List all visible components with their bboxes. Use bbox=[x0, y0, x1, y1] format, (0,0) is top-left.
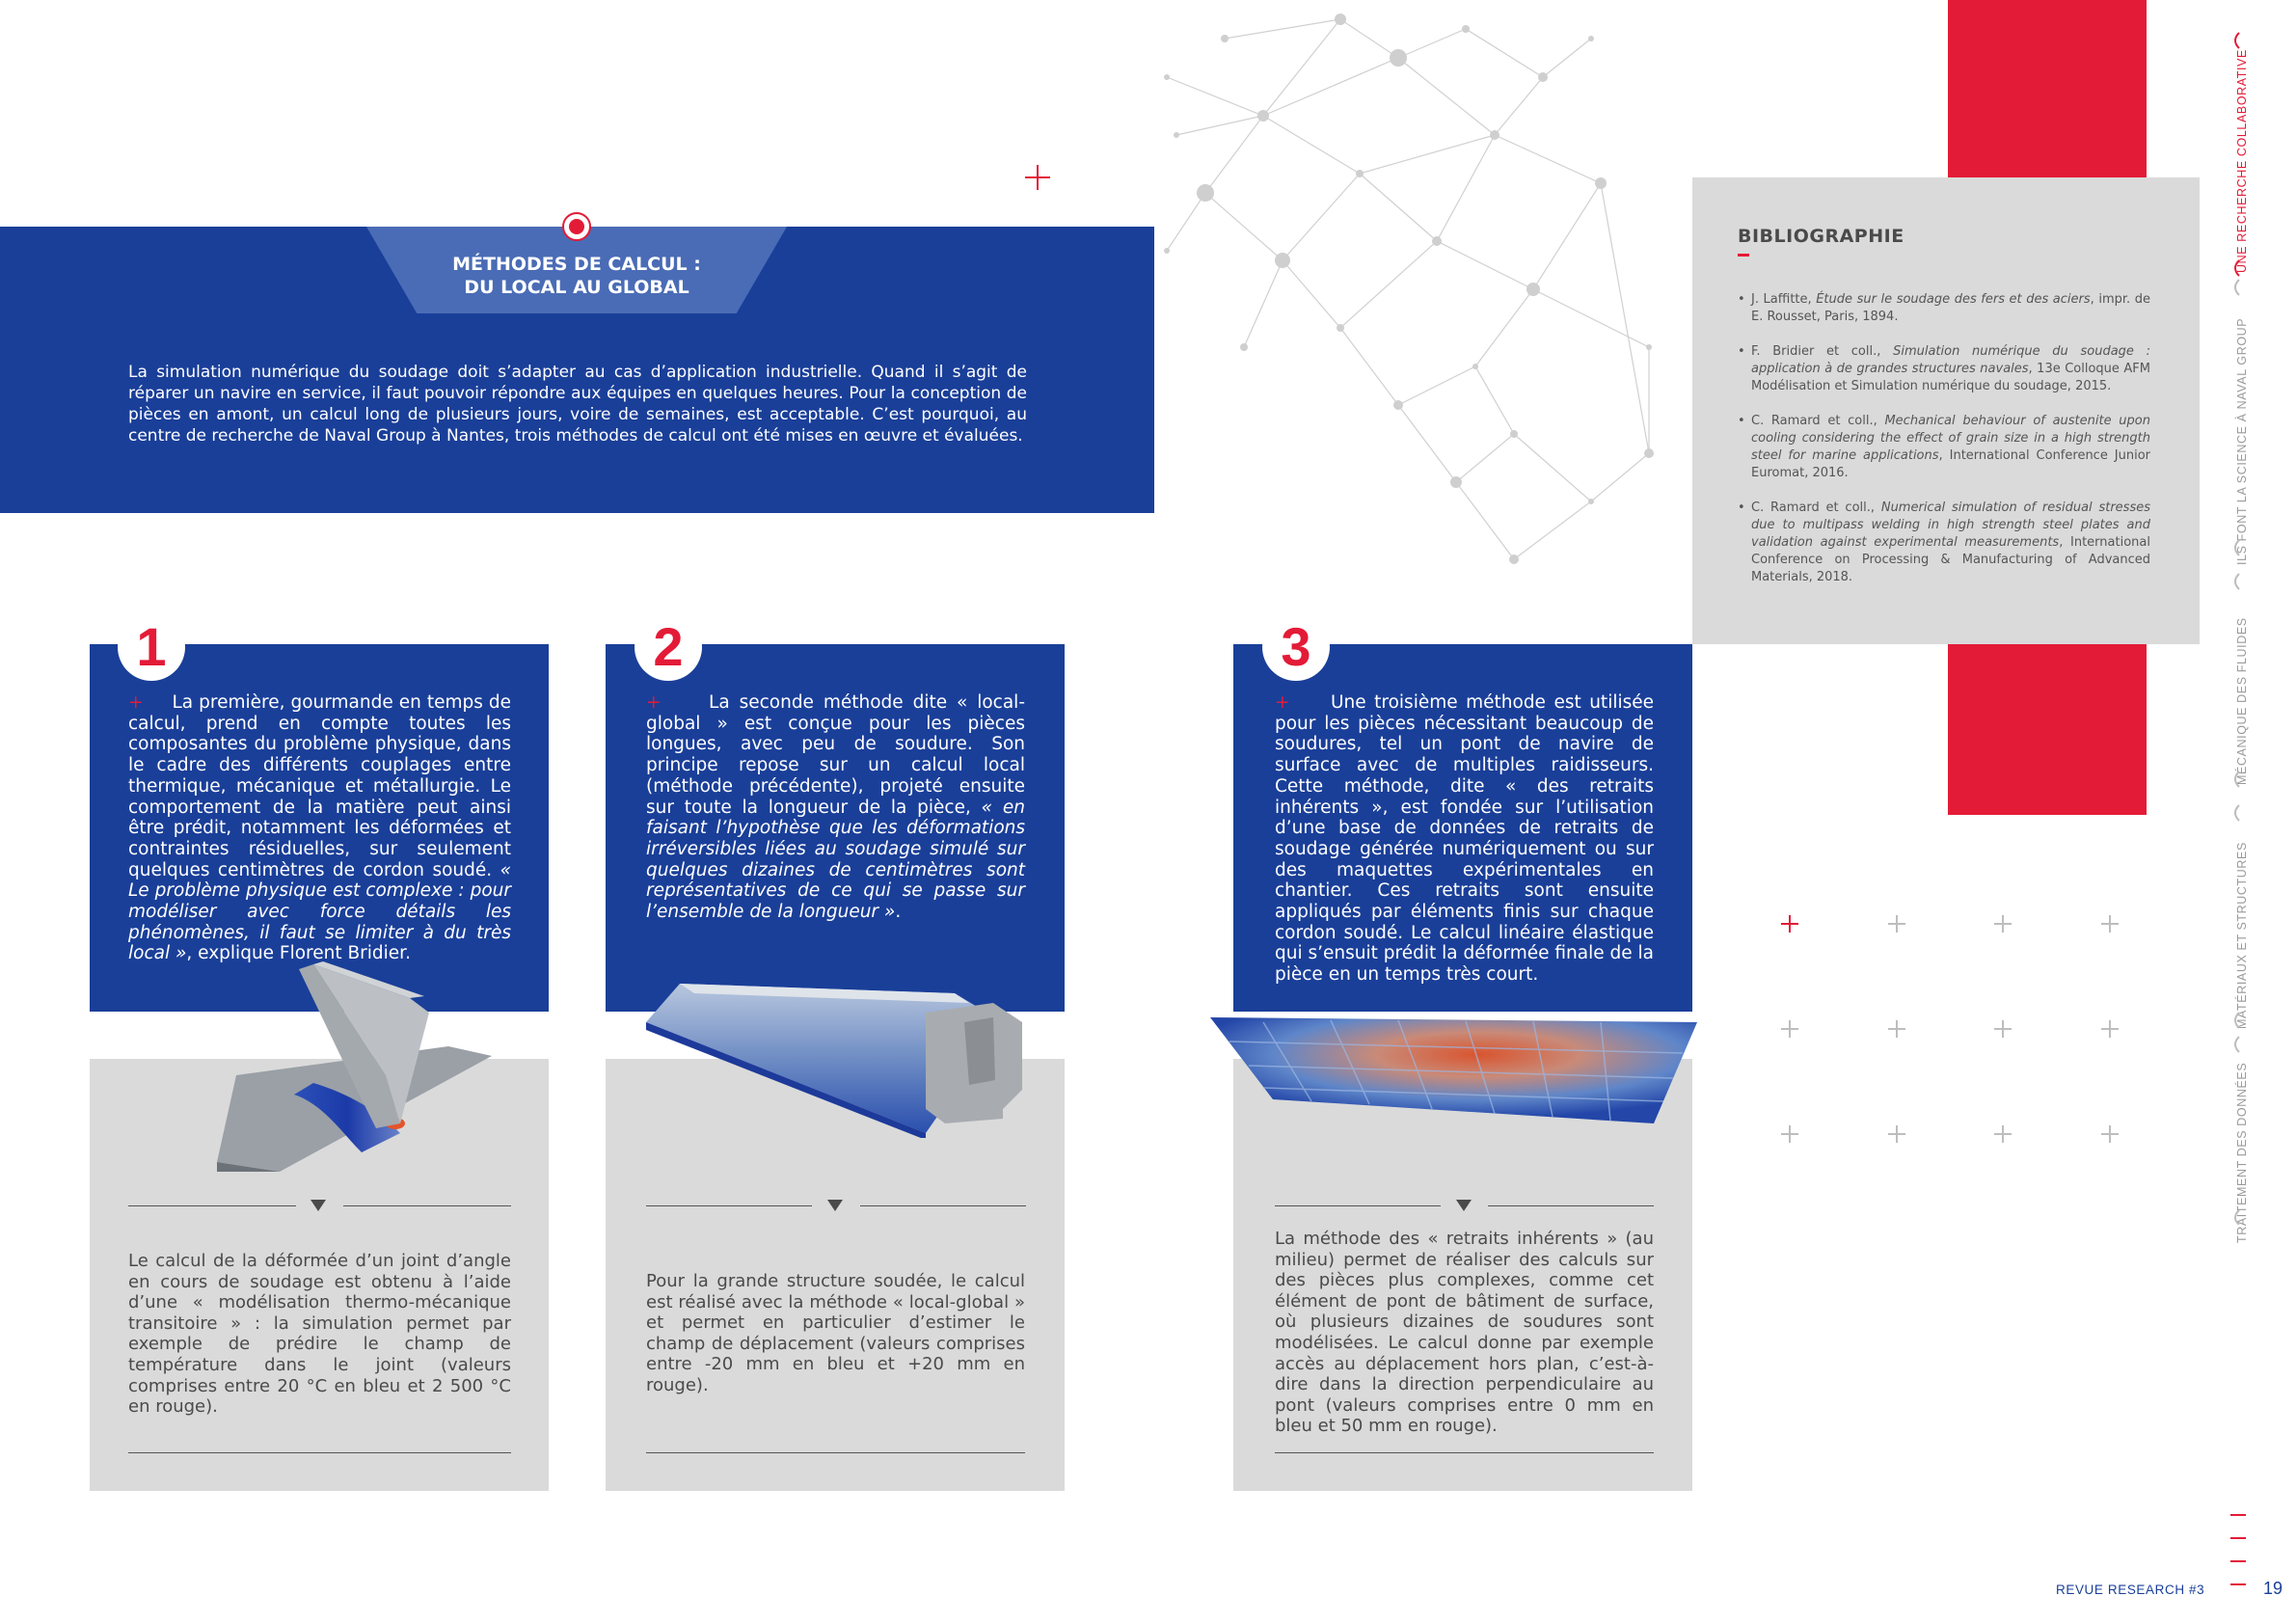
divider bbox=[343, 1205, 511, 1206]
deck-panel-simulation-image bbox=[1205, 993, 1716, 1128]
decorative-plus-icon bbox=[2101, 915, 2119, 933]
red-plus-icon: + bbox=[646, 692, 710, 713]
method-3-caption: La méthode des « retraits inhérents » (au milieu) permet de réaliser des calculs sur des pièces plus complexes, comme cet élément de pont de bâtiment de surface, où plusieurs dizaines de soudures sont modélisées. Le calcul donne par exemple accès au déplacement hors plan, c’est-à-dire dans la direction perpendiculaire au pont (valeurs comprises entre 0 mm en bleu et 50 mm en rouge). bbox=[1275, 1229, 1654, 1437]
method-1-text: + La première, gourmande en temps de calcul, prend en compte toutes les composantes du problème physique, dans le cadre des différents couplages entre thermique, mécanique et métallurgie. Le comportement de la matière peut ainsi être prédit, notamment les déformées et contraintes résiduelles, sur seulement quelques centimètres de cordon soudé. « Le problème physique est complexe : pour modéliser avec force détails les phénomènes, il faut se limiter à du très local », explique Florent Bridier. bbox=[128, 692, 512, 964]
divider bbox=[1275, 1205, 1441, 1206]
decorative-plus-icon bbox=[2101, 1020, 2119, 1038]
decorative-plus-icon bbox=[1888, 1020, 1905, 1038]
divider bbox=[1488, 1205, 1654, 1206]
method-1-caption: Le calcul de la déformée d’un joint d’angle en cours de soudage est obtenu à l’aide d’une « modélisation thermo-mécanique transitoire » : la simulation permet par exemple de prédire le champ de température dans le joint (valeurs comprises entre 20 °C en bleu et 2 500 °C en rouge). bbox=[128, 1251, 511, 1418]
bibliography-item: • J. Laffitte, Étude sur le soudage des fers et des aciers, impr. de E. Rousset, Paris, 1894. bbox=[1738, 291, 2150, 326]
decorative-plus-icon bbox=[1781, 915, 1798, 933]
bibliography-item: • F. Bridier et coll., Simulation numérique du soudage : application à de grandes structures navales, 13e Colloque AFM Modélisation et Simulation numérique du soudage, 2015. bbox=[1738, 343, 2150, 395]
section-title bbox=[366, 253, 787, 299]
decorative-plus-icon bbox=[1888, 1125, 1905, 1143]
arrow-down-icon bbox=[311, 1200, 326, 1211]
divider bbox=[1275, 1452, 1654, 1453]
divider bbox=[860, 1205, 1026, 1206]
bibliography-title: BIBLIOGRAPHIE bbox=[1738, 226, 1904, 247]
arrow-down-icon bbox=[1456, 1200, 1472, 1211]
method-3-text: + Une troisième méthode est utilisée pour les pièces nécessitant beaucoup de soudures, tel un pont de navire de surface avec de multiples raidisseurs. Cette méthode, dite « des retraits inhérents », est fondée sur l’utilisation d’une base de données de retraits de soudage générée numériquement ou sur des maquettes expérimentales en chantier. Ces retraits sont ensuite appliqués par éléments finis sur chaque cordon soudé. Le calcul linéaire élastique qui s’ensuit prédit la déformée finale de la pièce en un temps très court. bbox=[1275, 692, 1655, 986]
red-plus-icon: + bbox=[1275, 692, 1331, 713]
method-2-text: + La seconde méthode dite « local-global » est conçue pour les pièces longues, avec peu de soudure. Son principe repose sur un calcul local (méthode précédente), projeté ensuite sur toute la longueur de la pièce, « en faisant l’hypothèse que les déformations irréversibles liées au soudage simulé sur quelques dizaines de centimètres sont représentatives de ce qui se passe sur l’ensemble de la longueur ». bbox=[646, 692, 1025, 923]
red-plus-icon: + bbox=[128, 692, 173, 713]
bibliography-dash bbox=[1738, 254, 1749, 257]
naval-group-logo-icon bbox=[562, 212, 591, 241]
bibliography-item: • C. Ramard et coll., Mechanical behaviour of austenite upon cooling considering the effect of grain size in a high strength steel for marine applications, International Conference Junior Euromat, 2016. bbox=[1738, 413, 2150, 482]
red-accent-mid bbox=[1948, 644, 2147, 815]
decorative-plus-icon bbox=[1888, 915, 1905, 933]
bibliography-item: • C. Ramard et coll., Numerical simulation of residual stresses due to multipass welding in high strength steel plates and validation against experimental measurements, International Conference on Processing & Manufacturing of Advanced Materials, 2018. bbox=[1738, 500, 2150, 586]
decorative-plus-icon bbox=[1994, 915, 2012, 933]
arrow-down-icon bbox=[827, 1200, 843, 1211]
weld-joint-simulation-image bbox=[207, 960, 506, 1172]
section-title-line2: DU LOCAL AU GLOBAL bbox=[464, 277, 689, 298]
divider bbox=[128, 1452, 511, 1453]
method-2-caption: Pour la grande structure soudée, le calcul est réalisé avec la méthode « local-global » et permet en particulier d’estimer le champ de déplacement (valeurs comprises entre -20 mm en bleu et +20 mm en rouge). bbox=[646, 1271, 1025, 1395]
decorative-plus-icon bbox=[1994, 1020, 2012, 1038]
decorative-plus-icon bbox=[1025, 165, 1050, 190]
long-structure-simulation-image bbox=[636, 964, 1041, 1138]
red-accent-top bbox=[1948, 0, 2147, 177]
nav-brackets bbox=[2228, 29, 2243, 1225]
footer-red-lines bbox=[2230, 1514, 2246, 1607]
intro-paragraph: La simulation numérique du soudage doit s’adapter au cas d’application industrielle. Quand il s’agit de réparer un navire en service, il faut pouvoir répondre aux équipes en quelques heures. Pour la conception de pièces en amont, un calcul long de plusieurs jours, voire de semaines, est acceptable. C’est pourquoi, au centre de recherche de Naval Group à Nantes, trois méthodes de calcul ont été mises en œuvre et évaluées. bbox=[128, 363, 1027, 446]
divider bbox=[646, 1205, 812, 1206]
nav-item-mecanique-des-fluides[interactable]: MÉCANIQUE DES FLUIDES bbox=[2235, 617, 2249, 786]
method-number-badge: 1 bbox=[118, 613, 185, 681]
section-title-line1: MÉTHODES DE CALCUL : bbox=[452, 254, 701, 275]
divider bbox=[128, 1205, 296, 1206]
method-number-badge: 3 bbox=[1262, 613, 1330, 681]
nav-item-ils-font-la-science[interactable]: ILS FONT LA SCIENCE À NAVAL GROUP bbox=[2235, 317, 2249, 565]
bibliography-list bbox=[1738, 291, 2150, 604]
decorative-plus-icon bbox=[1994, 1125, 2012, 1143]
publication-name: REVUE RESEARCH #3 bbox=[2056, 1582, 2205, 1597]
page-number: 19 bbox=[2263, 1579, 2283, 1598]
nav-item-traitement-des-donnees[interactable]: TRAITEMENT DES DONNÉES bbox=[2235, 1062, 2249, 1243]
decorative-plus-icon bbox=[2101, 1125, 2119, 1143]
nav-item-materiaux-et-structures[interactable]: MATÉRIAUX ET STRUCTURES bbox=[2235, 842, 2249, 1029]
decorative-plus-icon bbox=[1781, 1020, 1798, 1038]
decorative-plus-icon bbox=[1781, 1125, 1798, 1143]
method-number-badge: 2 bbox=[635, 613, 702, 681]
network-graphic bbox=[1148, 0, 1688, 617]
nav-item-une-recherche-collaborative[interactable]: UNE RECHERCHE COLLABORATIVE bbox=[2235, 49, 2249, 274]
divider bbox=[646, 1452, 1025, 1453]
